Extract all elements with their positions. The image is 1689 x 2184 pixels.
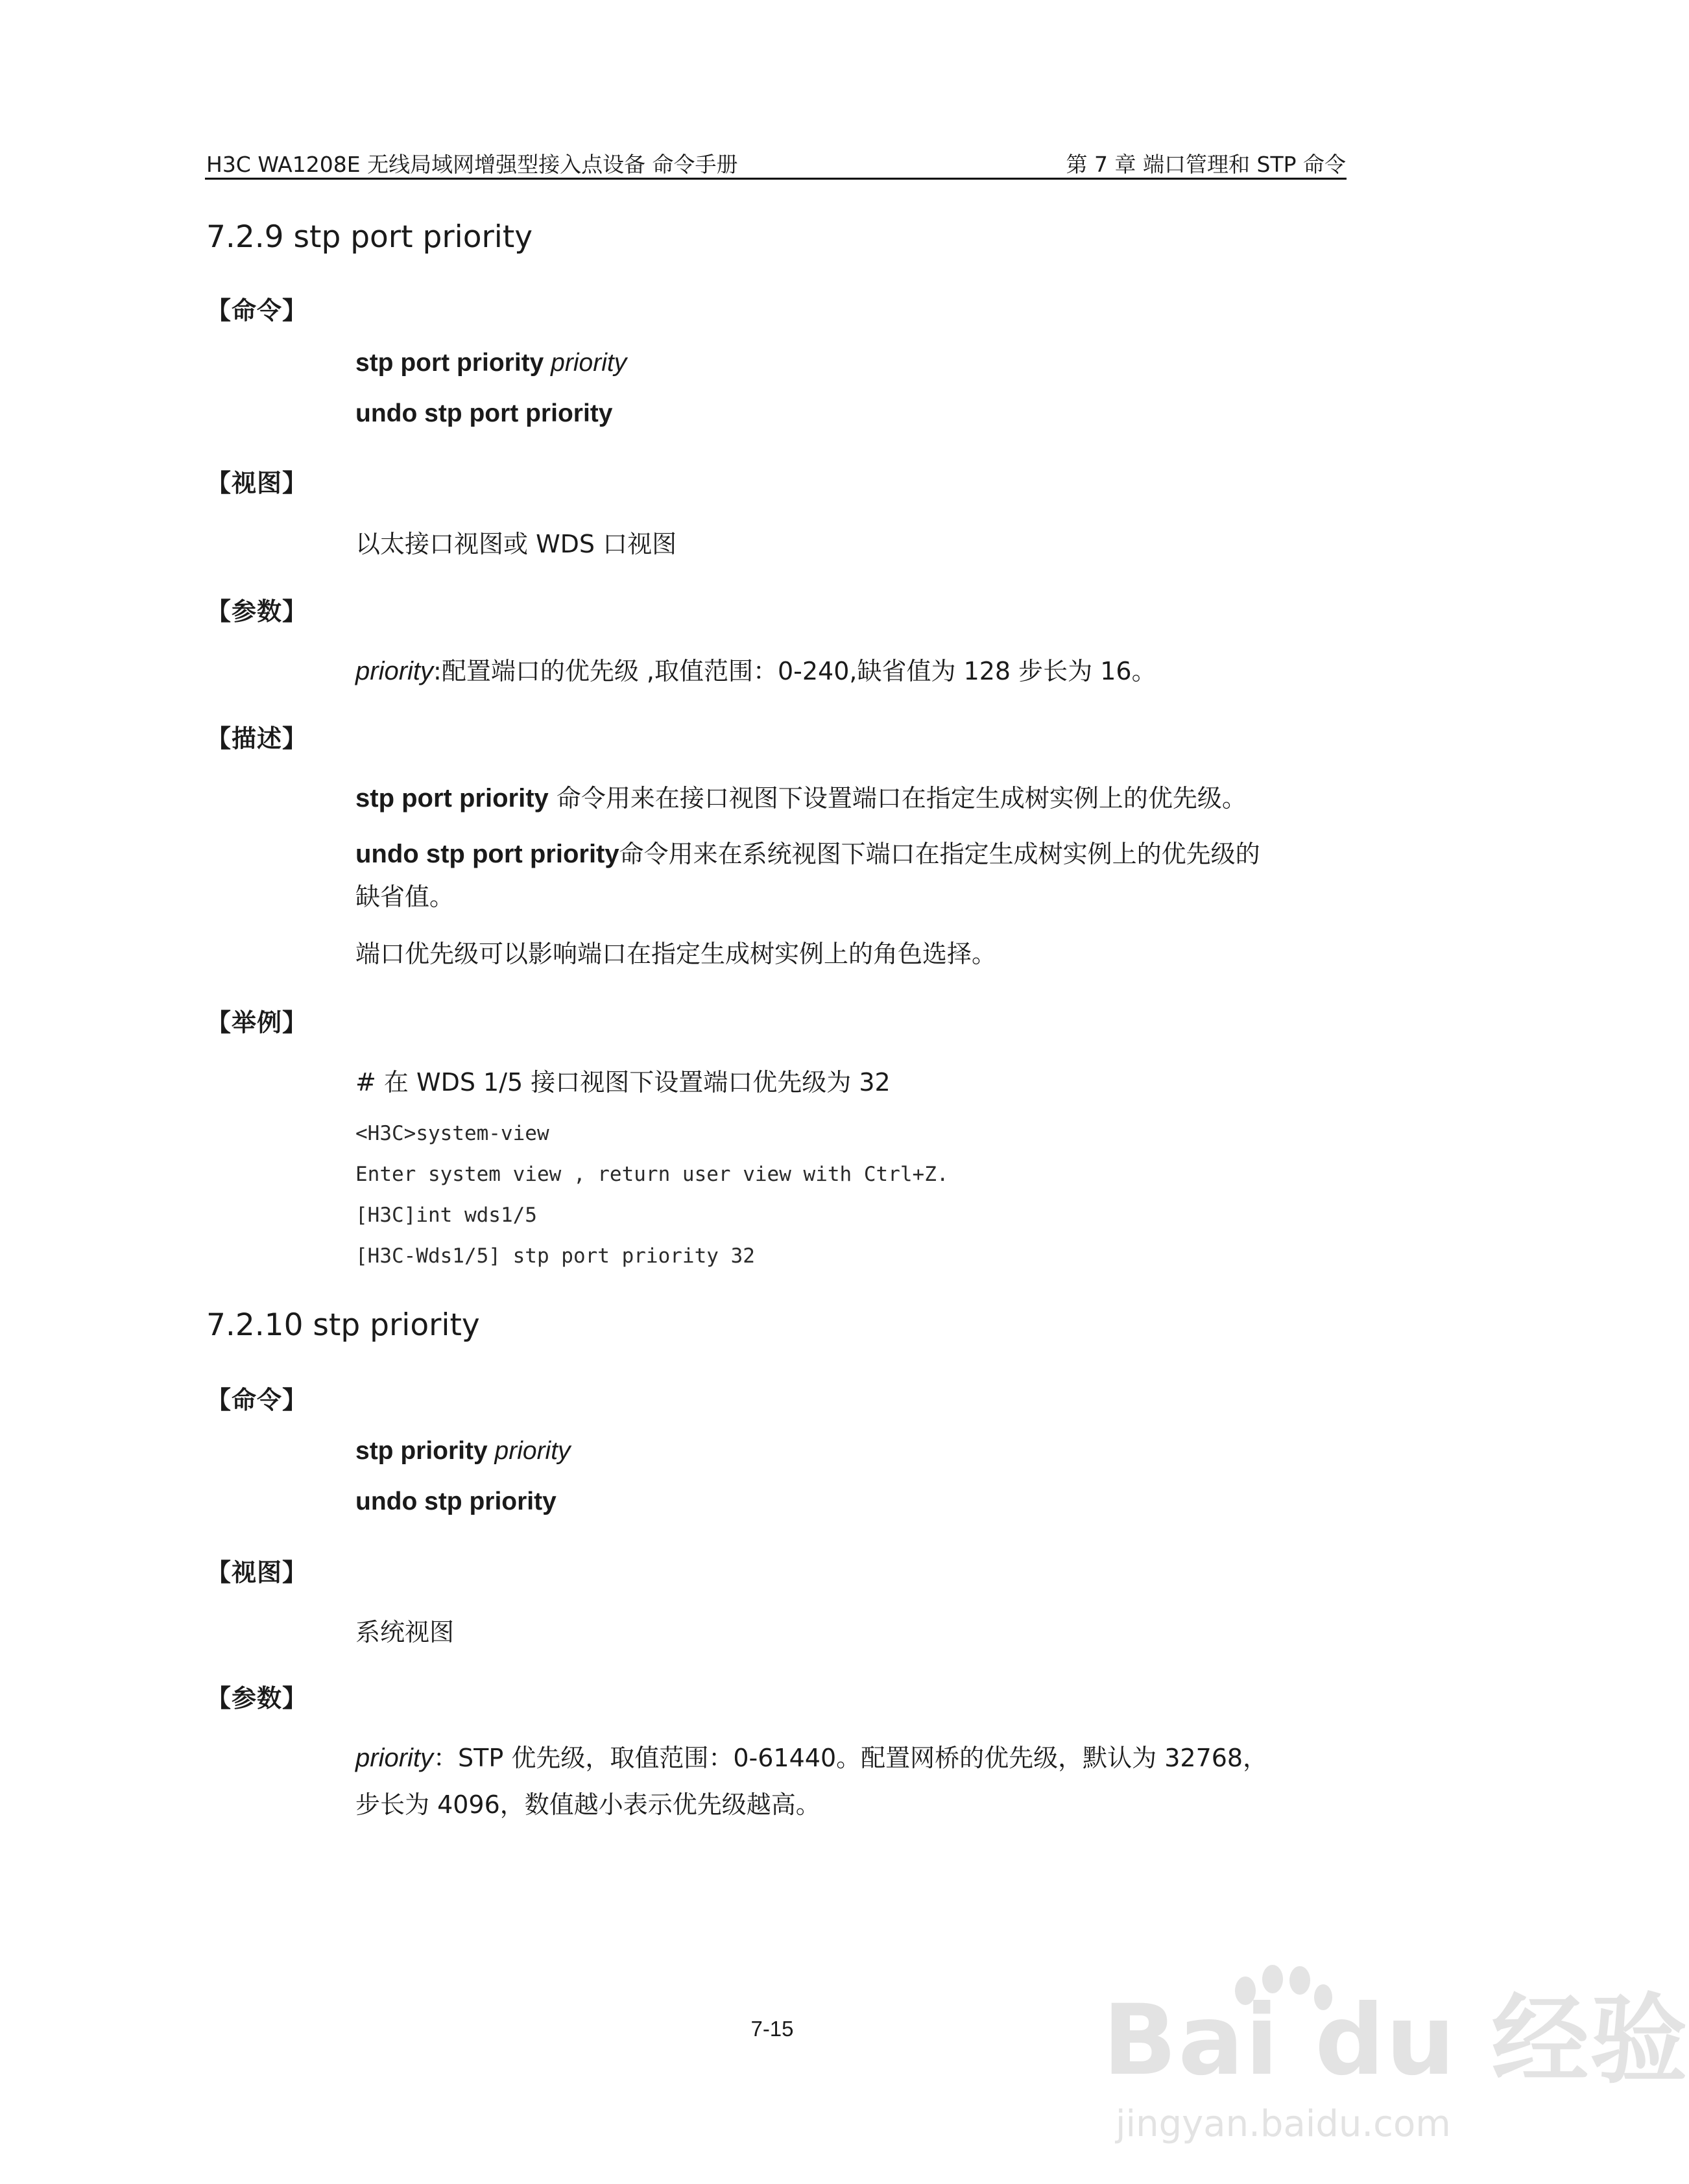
running-header-right: 第 7 章 端口管理和 STP 命令 [1066, 152, 1346, 177]
param-name: priority [355, 657, 434, 685]
undo-command-syntax: undo stp priority [355, 1488, 557, 1515]
example-intro: # 在 WDS 1/5 接口视图下设置端口优先级为 32 [355, 1068, 891, 1097]
command-syntax [355, 1437, 571, 1466]
section-title-stp-port-priority: 7.2.9 stp port priority [206, 219, 533, 255]
view-text: 以太接口视图或 WDS 口视图 [355, 530, 677, 558]
label-view: 【视图】 [206, 469, 308, 497]
label-view: 【视图】 [206, 1558, 308, 1587]
param-description: :配置端口的优先级 ,取值范围：0-240,缺省值为 128 步长为 16。 [433, 657, 1156, 685]
running-header-left: H3C WA1208E 无线局域网增强型接入点设备 命令手册 [206, 152, 738, 177]
section-title-stp-priority: 7.2.10 stp priority [206, 1307, 480, 1343]
param-description: ：STP 优先级，取值范围：0-61440。配置网桥的优先级，默认为 32768， [433, 1744, 1268, 1772]
code-line: [H3C]int wds1/5 [355, 1204, 537, 1227]
page-number: 7-15 [750, 2017, 794, 2041]
description-text-2: 命令用来在系统视图下端口在指定生成树实例上的优先级的 [619, 840, 1260, 868]
header-rule [205, 178, 1347, 180]
description-line-2-cont: 缺省值。 [355, 883, 455, 911]
label-description: 【描述】 [206, 724, 308, 753]
label-example: 【举例】 [206, 1008, 308, 1037]
description-line-1 [355, 778, 1247, 814]
label-params: 【参数】 [206, 597, 308, 626]
undo-command-syntax: undo stp port priority [355, 399, 613, 427]
label-command: 【命令】 [206, 1386, 308, 1414]
param-text [355, 651, 1156, 687]
command-argument: priority [494, 1437, 571, 1465]
watermark-url: jingyan.baidu.com [1116, 2103, 1451, 2145]
command-keyword: stp port priority [355, 349, 551, 377]
command-syntax [355, 349, 627, 377]
code-line: <H3C>system-view [355, 1122, 549, 1145]
param-text [355, 1738, 1267, 1774]
description-line-3: 端口优先级可以影响端口在指定生成树实例上的角色选择。 [355, 940, 997, 968]
label-params: 【参数】 [206, 1684, 308, 1713]
description-text-1: 命令用来在接口视图下设置端口在指定生成树实例上的优先级。 [548, 784, 1247, 813]
description-command-1: stp port priority [355, 784, 549, 813]
view-text: 系统视图 [355, 1618, 455, 1646]
param-text-cont: 步长为 4096，数值越小表示优先级越高。 [355, 1790, 821, 1819]
code-line: Enter system view , return user view with Ctrl+Z. [355, 1163, 949, 1186]
param-name: priority [355, 1744, 434, 1772]
watermark [1103, 1962, 1689, 2145]
command-argument: priority [551, 349, 627, 377]
watermark-brand: Bai du 经验 [1103, 1984, 1689, 2097]
description-command-2: undo stp port priority [355, 840, 619, 868]
code-line: [H3C-Wds1/5] stp port priority 32 [355, 1244, 755, 1268]
description-line-2 [355, 834, 1260, 870]
command-keyword: stp priority [355, 1437, 495, 1465]
label-command: 【命令】 [206, 296, 308, 325]
